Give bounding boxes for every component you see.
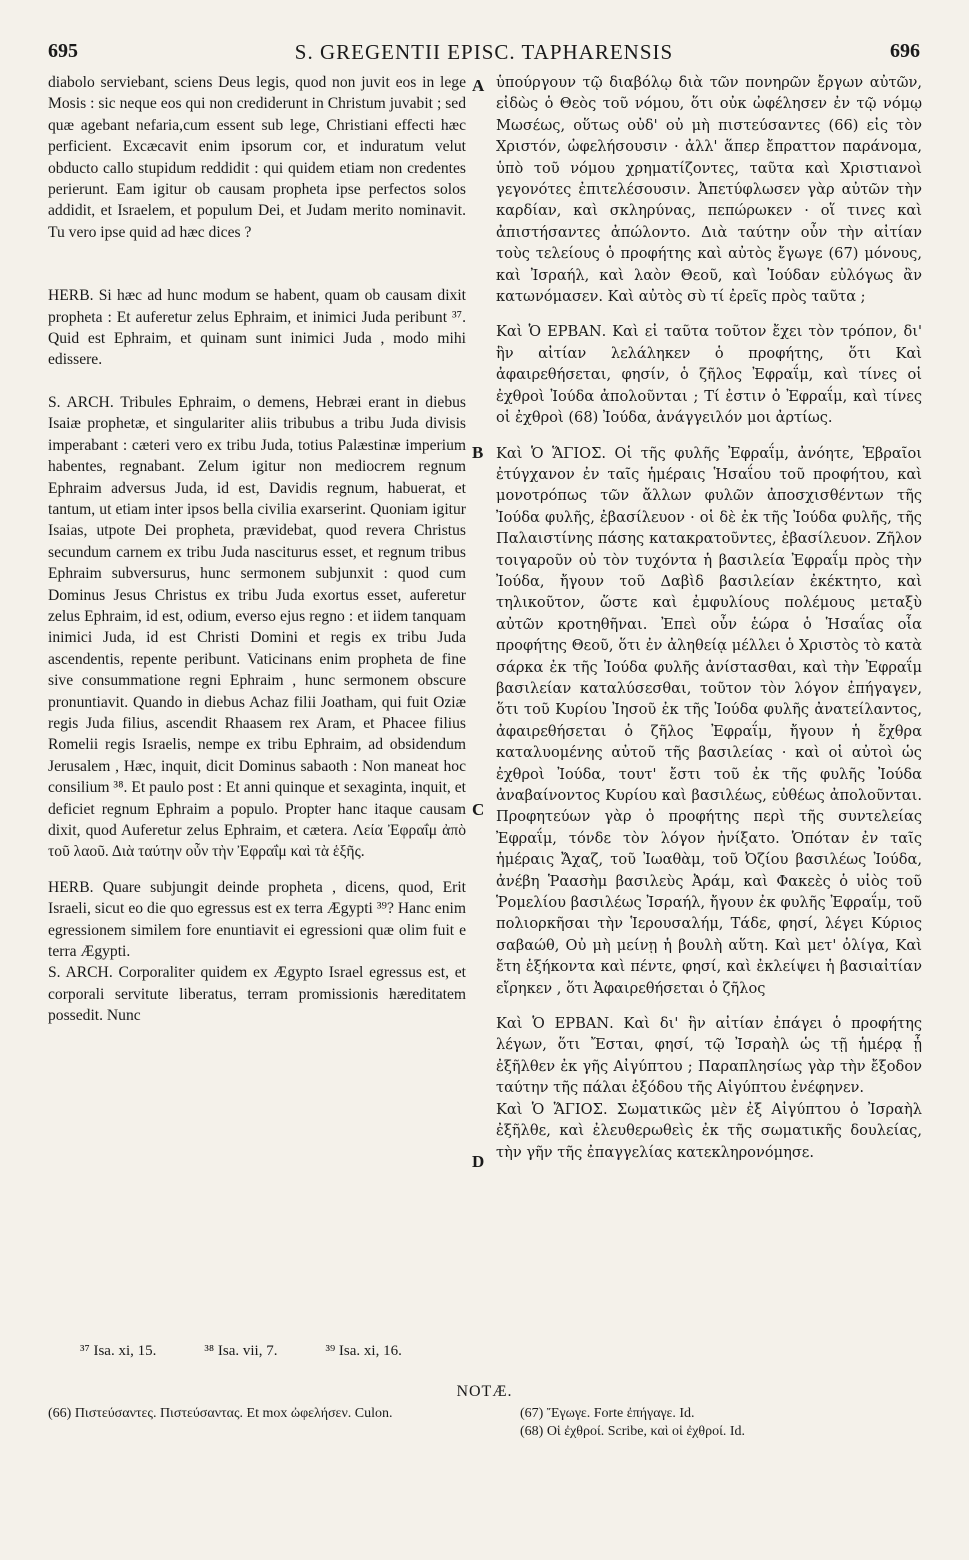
- margin-mark-d: D: [472, 1152, 485, 1171]
- scripture-references: [48, 1343, 500, 1360]
- column-number-right: 696: [890, 40, 920, 62]
- latin-paragraph: diabolo serviebant, sciens Deus legis, quod non juvit eos in lege Mosis : sic neque eos qui non crediderunt in Christum juvabit ; sed quæ agebant nefaria,cum essent sub lege, Christiani effecti hæc perficient. Excæcavit enim ipsorum cor, et induratum velut obducto callo stupidum reddidit : qui quidem etiam non credentes perierunt. Eam igitur ob causam propheta ipse perfectos solos addidit, et Israelem, et populum Dei, et Judam merito nominavit. Tu vero ipse quid ad hæc dices ?: [48, 74, 466, 241]
- notes-heading: NOTÆ.: [456, 1383, 513, 1400]
- notes-left: [48, 1405, 468, 1423]
- greek-paragraph: ὑπούργουν τῷ διαβόλῳ διὰ τῶν πονηρῶν ἔργων αὐτῶν, εἰδὼς ὁ Θεὸς τοῦ νόμου, ὅτι οὐκ ὠφέλησεν ἐν τῷ νόμῳ Μωσέως, οὕτως οὐδ' οὐ μὴ πιστεύσαντες (66) εἰς τὸν Χριστόν, ὠφελήσουσιν · ἀλλ' ἅπερ ἔπραττον παράνομα, ὑπὸ τοῦ νόμου χρηματίζοντες, ταῦτα καὶ Χριστιανοὶ γεγονότες ἐπιτελέσουσιν. Ἀπετύφλωσεν γὰρ αὐτῶν τὴν καρδίαν, καὶ σκληρύνας, πεπώρωκεν · οἵ τινες καὶ ἀπιστήσαντες ἀπώλοντο. Διὰ ταύτην οὖν τὴν αἰτίαν τοὺς τελείους ὁ προφήτης καὶ αὐτὸς ἔγωγε (67) μόνους, καὶ Ἰσραήλ, καὶ λαὸν Θεοῦ, καὶ Ἰούδαν εὐλόγως ἂν κατωνόμασεν. Καὶ αὐτὸς σὺ τί ἐρεῖς πρὸς ταῦτα ;: [496, 74, 922, 306]
- latin-paragraph: S. ARCH. Corporaliter quidem ex Ægypto Israel egressus est, et corporali servitute liberatus, terram promissionis hæreditatem possedit. Nunc: [48, 964, 466, 1025]
- greek-column: [496, 72, 922, 1163]
- note: (68) Οἱ ἐχθροί. Scribe, καὶ οἱ ἐχθροί. Id.: [520, 1424, 746, 1439]
- page-header: [48, 40, 920, 68]
- latin-paragraph: S. ARCH. Tribules Ephraim, o demens, Hebræi erant in diebus Isaiæ prophetæ, et singulariter aliis tribubus a tribu Juda divisis imperabant : cæteri vero ex tribu Juda, totius Palæstinæ imperium habentes, regnabant. Zelum igitur non mediocrem regnum Ephraim adversus Juda, id est, Davidis regnum, habuerat, et tantum, ut etiam inter ipsos bella civilia exarserint. Quoniam igitur Isaias, utpote Dei propheta, prævidebat, quod revera Christus secundum carnem ex tribu Juda nasciturus esset, et regnum tribus Ephraim subversurus, hunc sermonem subjunxit : quod cum Dominus Jesus Christus ex tribu Juda exortus esset, auferetur zelus Ephraim, id est, odium, everso ejus regno : et iidem tanquam inimici Juda, id est Christi Domini et regis ex tribu Juda ascendentis, repente peribunt. Vaticinans enim propheta de fine sive consummatione regni Ephraim , hunc sermonem obscure pronuntiavit. Quando in diebus Achaz filii Joatham, qui fuit Oziæ regis Juda filius, ascendit Rhaasem rex Aram, et Phacee filius Romelii regis Israelis, nempe ex tribu Ephraim, ad obsidendum Jerusalem , Hæc, inquit, dicit Dominus sabaoth : Non maneat hoc consilium ³⁸. Et paulo post : Et anni quinque et sexaginta, inquit, et deficiet regnum Ephraim a populo. Propter hanc itaque causam dixit, quod Auferetur zelus Ephraim, et cætera. Λεία Ἐφραΐμ ἀπὸ τοῦ λαοῦ. Διὰ ταύτην οὖν τὴν Ἐφραΐμ καὶ τὰ ἑξῆς.: [48, 393, 466, 861]
- greek-paragraph: Καὶ Ὁ ΕΡΒΑΝ. Καὶ εἰ ταῦτα τοῦτον ἔχει τὸν τρόπον, δι' ἣν αἰτίαν λελάληκεν ὁ προφήτης, ὅτι Καὶ ἀφαιρεθήσεται, φησίν, ὁ ζῆλος Ἐφραΐμ, καὶ τίνες οἱ ἐχθροὶ Ἰούδα ἀπολοῦνται ; Τί ἐστιν ὁ Ἐφραΐμ, καὶ τίνες οἱ ἐχθροὶ (68) Ἰούδα, ἀνάγγειλόν μοι ἀρτίως.: [496, 323, 922, 427]
- greek-paragraph: Καὶ Ὁ ἍΓΙΟΣ. Σωματικῶς μὲν ἐξ Αἰγύπτου ὁ Ἰσραὴλ ἐξῆλθε, καὶ ἐλευθερωθεὶς ἐκ τῆς σωματικῆς δουλείας, τὴν γῆν τῆς ἐπαγγελίας κατεκληρονόμησε.: [496, 1100, 922, 1161]
- notes-right: [520, 1405, 920, 1441]
- latin-column: [48, 72, 466, 1027]
- scripture-ref: ³⁸ Isa. vii, 7.: [204, 1343, 278, 1359]
- latin-paragraph: HERB. Quare subjungit deinde propheta , dicens, quod, Erit Israeli, sicut eo die quo egressus est ex terra Ægypti ³⁹? Hanc enim egressionem similem fore enuntiavit ei egressioni quæ olim fuit e terra Ægypti.: [48, 878, 466, 961]
- column-number-left: 695: [48, 40, 78, 62]
- margin-mark-b: B: [472, 443, 484, 462]
- note: (66) Πιστεύσαντες. Πιστεύσαντας. Et mox ὠφελήσεν. Culon.: [48, 1406, 393, 1421]
- latin-paragraph: HERB. Si hæc ad hunc modum se habent, quam ob causam dixit propheta : Et auferetur zelus Ephraim, et inimici Juda peribunt ³⁷. Quid est Ephraim, et quinam sunt inimici Juda , modo mihi edissere.: [48, 287, 466, 369]
- greek-paragraph: Καὶ Ὁ ΕΡΒΑΝ. Καὶ δι' ἣν αἰτίαν ἐπάγει ὁ προφήτης λέγων, ὅτι Ἔσται, φησί, τῷ Ἰσραὴλ ὡς τῇ ἡμέρᾳ ᾗ ἐξῆλθεν ἐκ γῆς Αἰγύπτου ; Παραπλησίως γὰρ τὴν ἔξοδον ταύτην τῆς πάλαι ἐξόδου τῆς Αἰγύπτου ἐνέφηνεν.: [496, 1015, 922, 1097]
- note: (67) Ἔγωγε. Forte ἐπήγαγε. Id.: [520, 1406, 695, 1421]
- greek-paragraph: Καὶ Ὁ ἍΓΙΟΣ. Οἱ τῆς φυλῆς Ἐφραΐμ, ἀνόητε, Ἑβραῖοι ἐτύγχανον ἐν ταῖς ἡμέραις Ἡσαΐου τοῦ προφήτου, καὶ μονοτρόπως τῶν ἄλλων φυλῶν ἀποσχισθέντων τῆς Ἰούδα φυλῆς, ἐβασίλευον · οἱ δὲ ἐκ τῆς Ἰούδα φυλῆς, τῆς Παλαιστίνης πάσης κατακρατοῦντες, ἐβασίλευον. Ζῆλον τοιγαροῦν οὐ τὸν τυχόντα ἡ βασιλεία Ἐφραΐμ πρὸς τὴν Ἰούδα, ἤγουν τοῦ Δαβὶδ βασιλείαν ἐκέκτητο, καὶ τηλικοῦτον, ὥστε καὶ ἐμφυλίους πολέμους μεταξὺ αὐτῶν κροτηθῆναι. Ἐπεὶ οὖν ἑώρα ὁ Ἡσαΐας οἷα προφήτης Θεοῦ, ὅτι ἐν ἀληθείᾳ μέλλει ὁ Χριστὸς τὸ κατὰ σάρκα ἐκ τῆς Ἰούδα φυλῆς ἀνίστασθαι, καὶ τὴν Ἐφραΐμ βασιλείαν καταλύσεσθαι, τοῦτον τὸν λόγον ἐπήγαγεν, ὅτι τοῦ Κυρίου Ἰησοῦ ἐκ τῆς Ἰούδα φυλῆς ἀνατείλαντος, ἀφαιρεθήσεται ὁ ζῆλος Ἐφραΐμ, ἤγουν ἡ ἔχθρα καταλυομένης αὐτοῦ τῆς βασιλείας · καὶ οἱ αὐτοὶ ὡς ἐχθροὶ Ἰούδα, τουτ' ἔστι τοῦ ἐκ τῆς φυλῆς Ἰούδα ἀναβαίνοντος Κυρίου καὶ βασιλέως, εὐθέως ἀπολοῦνται. Προφητεύων γὰρ ὁ προφήτης περὶ τῆς συντελείας Ἐφραΐμ, τόνδε τὸν λόγον ἠνίξατο. Ὁπόταν ἐν ταῖς ἡμέραις Ἄχαζ, τοῦ Ἰωαθὰμ, τοῦ Ὀζίου βασιλέως Ἰούδα, ἀνέβη Ῥαασὴμ βασιλεὺς Ἀράμ, καὶ Φακεὲς ὁ υἱὸς τοῦ Ῥομελίου βασιλέως Ἰσραήλ, ἤγουν ἐκ φυλῆς Ἐφραΐμ, τοῦ πολιορκῆσαι τὴν Ἱερουσαλήμ, Τάδε, φησί, λέγει Κύριος σαβαώθ, Οὐ μὴ μείνῃ ἡ βουλὴ αὕτη. Καὶ μετ' ὀλίγα, Καὶ ἔτη ἑξήκοντα καὶ πέντε, φησί, καὶ ἐκλείψει ἡ βασιαἰτίαν εἴρηκεν , ὅτι Ἀφαιρεθήσεται ὁ ζῆλος: [496, 444, 922, 997]
- scripture-ref: ³⁹ Isa. xi, 16.: [325, 1343, 402, 1359]
- margin-mark-a: A: [472, 76, 485, 95]
- scripture-ref: ³⁷ Isa. xi, 15.: [80, 1343, 157, 1359]
- margin-mark-c: C: [472, 800, 485, 819]
- running-title: S. GREGENTII EPISC. TAPHARENSIS: [294, 40, 674, 64]
